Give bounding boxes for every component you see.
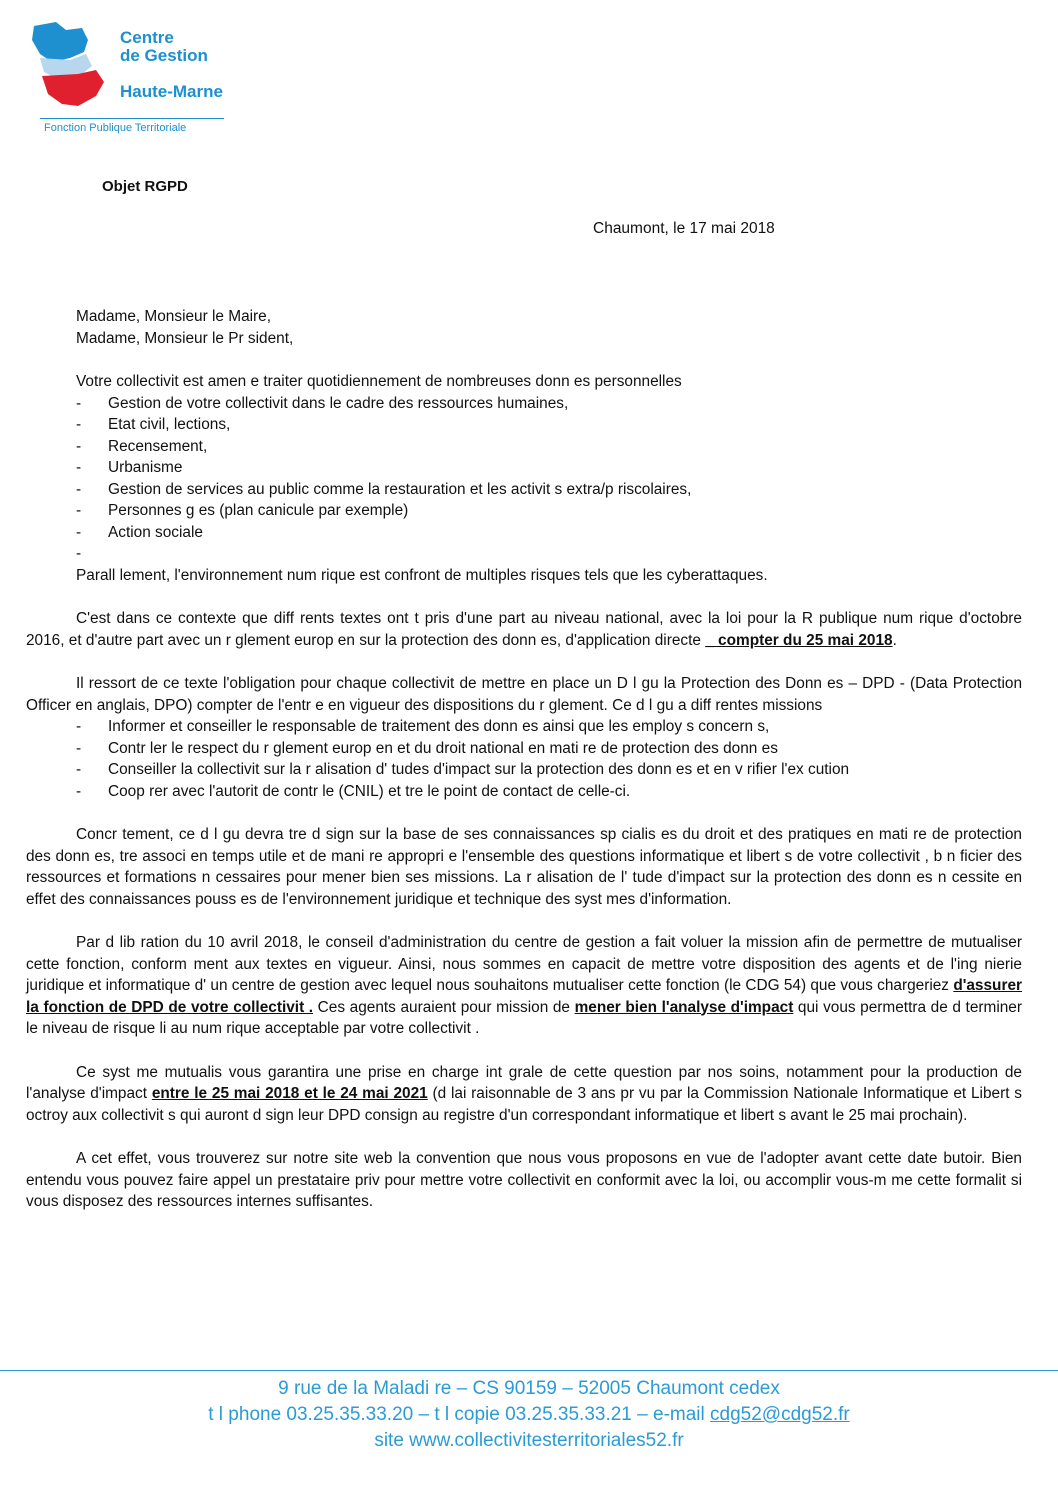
list-item: -: [76, 545, 82, 562]
system-paragraph: Ce syst me mutualis vous garantira une prise en charge int grale de cette question par nos soins, notamment pour la production de l'analyse d'impact entre le 25 mai 2018 et le 24 mai 2021 (d lai raisonnable de 3 ans pr vu par la Commission Nationale Informatique et Libert s octroy aux collectivit s qui auront d sign leur DPD consign au registre d'un correspondant informatique et libert s avant le 25 mai prochain).: [26, 1063, 1022, 1124]
list-item: - Etat civil, lections,: [76, 416, 231, 433]
dpd-paragraph: Il ressort de ce texte l'obligation pour chaque collectivit de mettre en place un D l gu la Protection des Donn es – DPD - (Data Protection Officer en anglais, DPO) compter de l'entr e en vigueur des dispositions du r glement. Ce d l gu a diff rentes missions: [26, 675, 1022, 714]
environment-paragraph: Parall lement, l'environnement num rique est confront de multiples risques tels que les cyberattaques.: [76, 566, 768, 584]
footer: [0, 1376, 1058, 1454]
deliberation-paragraph: Par d lib ration du 10 avril 2018, le conseil d'administration du centre de gestion a fait voluer la mission afin de permettre de mutualiser cette fonction, conform ment aux textes en vigueur. Ainsi, nous sommes en capacit de mettre votre disposition des agents et de l'ing nierie juridique et informatique d' un centre de gestion avec lequel nous souhaitons mutualiser cette fonction (le CDG 54) que vous chargeriez d'assurer la fonction de DPD de votre collectivit . Ces agents auraient pour mission de mener bien l'analyse d'impact qui vous permettra de d terminer le niveau de risque li au num rique acceptable par votre collectivit .: [26, 934, 1022, 1037]
list-item: - Urbanisme: [76, 459, 183, 476]
data-types-list: [26, 393, 1022, 565]
list-item: - Gestion de votre collectivit dans le cadre des ressources humaines,: [76, 394, 569, 412]
underlined-phrase: d'assurer la fonction de DPD de votre collectivit .: [26, 977, 1022, 1016]
closing-paragraph: A cet effet, vous trouverez sur notre site web la convention que nous vous proposons en vue de l'adopter avant cette date butoir. Bien entendu vous pouvez faire appel un prestataire priv pour mettre votre collectivit en conformit avec la loi, ou accomplir vous-m me cette formalit si vous disposez des ressources internes suffisantes.: [26, 1150, 1022, 1210]
concretement-paragraph: Concr tement, ce d l gu devra tre d sign sur la base de ses connaissances sp cialis es du droit et des pratiques en mati re de protection des donn es, tre associ en temps utile et de mani re appropri e l'ensemble des questions informatique et libert s de votre collectivit , b n ficier des ressources et formations n cessaires pour mener bien ses missions. La r alisation de l' tude d'impact sur la protection des donn es n cessite en effet des connaissances pouss es de l'environnement juridique et technique des syst mes d'information.: [26, 826, 1022, 908]
list-item: - Action sociale: [76, 523, 203, 541]
list-item: - Recensement,: [76, 437, 208, 455]
footer-divider: [0, 1370, 1058, 1371]
dpd-missions-list: [26, 716, 1022, 802]
logo-subtitle: Fonction Publique Territoriale: [44, 122, 187, 134]
haute-marne-map-icon: [26, 18, 122, 118]
logo-divider: [40, 118, 224, 119]
list-item: - Coop rer avec l'autorit de contr le (CNIL) et tre le point de contact de celle-ci.: [76, 782, 631, 800]
letter-body: [26, 306, 1022, 1213]
logo-line-3: Haute-Marne: [120, 82, 223, 101]
logo: [26, 18, 226, 142]
salutation-line: Madame, Monsieur le Pr sident,: [76, 329, 294, 347]
list-item: - Informer et conseiller le responsable de traitement des donn es ainsi que les employ s concern s,: [76, 718, 770, 735]
logo-line-1: Centre: [120, 28, 174, 47]
footer-contact: t l phone 03.25.35.33.20 – t l copie 03.25.35.33.21 – e-mail cdg52@cdg52.fr: [208, 1404, 850, 1425]
letter-date: Chaumont, le 17 mai 2018: [593, 220, 775, 237]
underlined-date: _ compter du 25 mai 2018: [705, 631, 893, 649]
context-paragraph: C'est dans ce contexte que diff rents textes ont t pris d'une part au niveau national, avec la loi pour la R publique num rique d'octobre 2016, et d'autre part avec un r glement europ en sur la protection des donn es, d'application directe _ compter du 25 mai 2018.: [26, 610, 1022, 649]
list-item: - Personnes g es (plan canicule par exemple): [76, 502, 409, 519]
list-item: - Conseiller la collectivit sur la r alisation d' tudes d'impact sur la protection des donn es et en v rifier l'ex cution: [76, 761, 850, 778]
letter-object: Objet RGPD: [102, 178, 188, 195]
salutation-line: Madame, Monsieur le Maire,: [76, 308, 272, 325]
email-link[interactable]: cdg52@cdg52.fr: [710, 1404, 850, 1425]
underlined-phrase: mener bien l'analyse d'impact: [574, 998, 794, 1016]
footer-address: 9 rue de la Maladi re – CS 90159 – 52005 Chaumont cedex: [278, 1378, 780, 1399]
intro-text: Votre collectivit est amen e traiter quotidiennement de nombreuses donn es personnelles: [76, 373, 682, 390]
footer-site[interactable]: site www.collectivitesterritoriales52.fr: [374, 1430, 684, 1451]
list-item: - Contr ler le respect du r glement europ en et du droit national en mati re de protection des donn es: [76, 739, 778, 757]
logo-line-2: de Gestion: [120, 46, 208, 65]
list-item: - Gestion de services au public comme la restauration et les activit s extra/p riscolaires,: [76, 480, 692, 498]
underlined-dates: entre le 25 mai 2018 et le 24 mai 2021: [151, 1085, 428, 1102]
